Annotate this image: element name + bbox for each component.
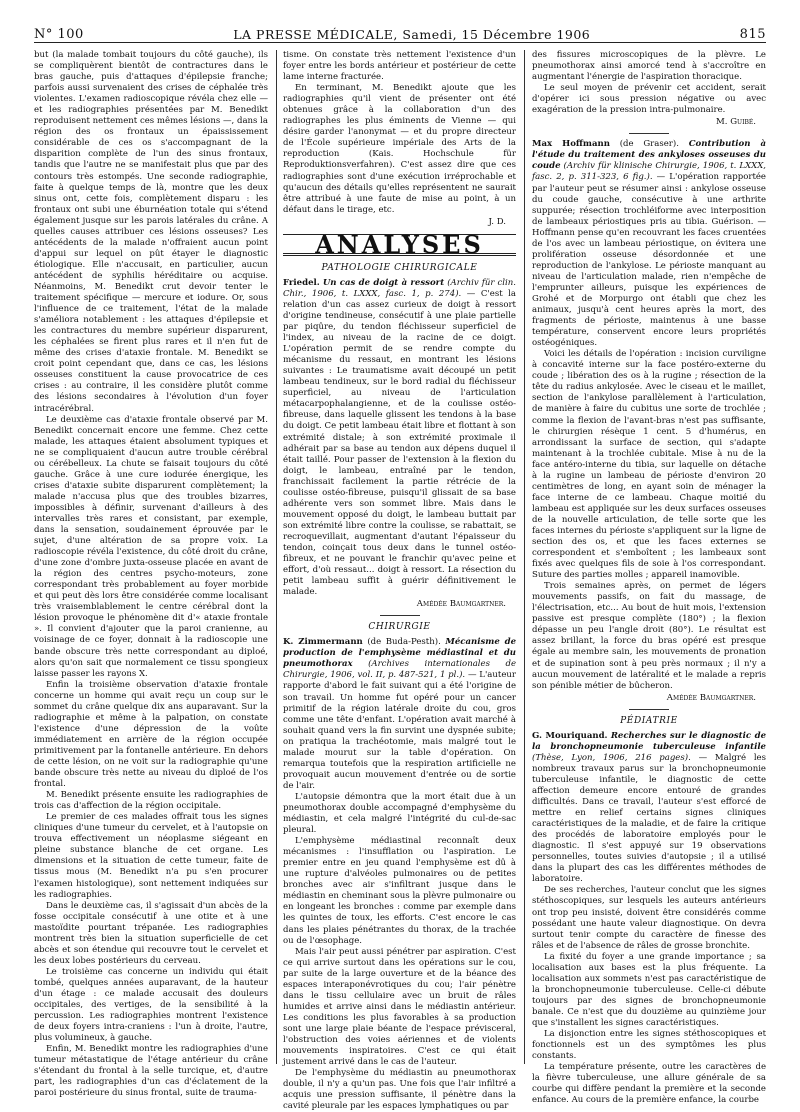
paragraph: M. Benedikt présente ensuite les radiographies de trois cas d'affection de la région occipitale. [34, 790, 268, 812]
article-body [532, 139, 766, 349]
paragraph: Enfin, M. Benedikt montre les radiographies d'une tumeur métastatique de l'étage antérieur du crâne s'étendant du frontal à la selle turcique, et, d'autre part, les radiographies d'un cas d'éclatement de la paroi postérieure du sinus frontal, suite de trauma- [34, 1044, 268, 1099]
paragraph: L'emphysème médiastinal reconnaît deux mécanismes : l'insufflation ou l'aspiration. Le premier entre en jeu quand l'emphysème est dû à une rupture d'alvéoles pulmonaires ou de petites bronches avec air s'infiltrant jusque dans le médiastin en cheminant sous la plèvre pulmonaire ou en longeant les bronches : comme par exemple dans les quintes de toux, les efforts. C'est encore le cas dans les plaies pénétrantes du thorax, de la trachée ou de l'œsophage. [283, 836, 516, 946]
paragraph: La température présente, outre les caractères de la fièvre tuberculeuse, une allure générale de sa courbe qui diffère pendant la première et la seconde enfance. Au cours de la première enfance, la courbe [532, 1062, 766, 1106]
paragraph: De ses recherches, l'auteur conclut que les signes stéthoscopiques, sur lesquels les auteurs antérieurs ont trop peu insisté, doivent être considérés comme possédant une haute valeur diagnostique. On devra surtout tenir compte du caractère de finesse des râles et de l'absence de râles de grosse bronchite. [532, 885, 766, 951]
paragraph: L'autopsie démontra que la mort était due à un pneumothorax double accompagné d'emphysème du médiastin, et cela malgré l'intégrité du cul-de-sac pleural. [283, 791, 516, 836]
column-right [532, 50, 767, 1106]
paragraph: Le deuxième cas d'ataxie frontale observé par M. Benedikt concernait encore une femme. Chez cette malade, les attaques étaient absolument typiques et ne se compliquaient d'aucun autre trouble cérébral ou cérébelleux. La chute se faisait toujours du côté gauche. Grâce à une cure iodurée énergique, les crises d'ataxie subite disparurent complètement; la malade n'accusa plus que des troubles bizarres, impossibles à définir, survenant d'ailleurs à des intervalles très rares et consistant, par exemple, dans la sensation, soudainement éprouvée par le sujet, d'une altération de sa propre voix. La radioscopie révéla l'existence, du côté droit du crâne, d'une zone d'ombre juxta-osseuse placée en avant de la région des centres psycho-moteurs, zone correspondant très probablement au foyer morbide et qui peut dès lors être considérée comme localisant très vraisemblablement le centre cérébral dont la lésion provoque le phénomène dit d'« ataxie frontale ». Il convient d'ajouter que la paroi cranienne, au voisinage de ce foyer, donnait à la radioscopie une bande obscure très nette correspondant au diploé, alors qu'on sait que normalement ce tissu spongieux laisse passer les rayons X. [34, 414, 268, 679]
column-left [34, 50, 268, 1099]
column-rule [524, 50, 525, 1064]
journal-title: LA PRESSE MÉDICALE, Samedi, 15 Décembre 1906 [233, 27, 591, 42]
article-author: Friedel. [283, 277, 320, 288]
article-text: — L'opération rapportée par l'auteur peut se résumer ainsi : ankylose osseuse du coude gauche, consécutive à une arthrite suppurée; résection trochléiforme avec interposition de lambeaux périostiques pris au tibia. Guérison. — Hoffmann pense qu'en recouvrant les faces cruentées de l'os avec un lambeau périostique, on évitera une prolifération osseuse désordonnée et une reproduction de l'ankylose. Le périoste manquant au niveau de l'articulation malade, rien n'empêche de l'emprunter ailleurs, puisque les expériences de Grohé et de Morpurgo ont établi que chez les animaux, jusqu'à cent heures après la mort, des fragments de périoste, maintenus à une basse température, conservent encore leurs propriétés ostéogéniques. [532, 172, 766, 349]
paragraph: La fixité du foyer a une grande importance ; sa localisation aux bases est la plus fréquente. La localisation aux sommets n'est pas caractéristique de la bronchopneumonie tuberculeuse. Celle-ci débute toujours par des signes de bronchopneumonie banale. Ce n'est que du douzième au quinzième jour que s'installent les signes caractéristiques. [532, 951, 766, 1028]
article-title: Un cas de doigt à ressort [322, 277, 445, 288]
article-zimmermann [283, 637, 516, 1112]
paragraph: Le troisième cas concerne un individu qui était tombé, quelques années auparavant, de la hauteur d'un étage : ce malade accusait des douleurs occipitales, des vertiges, de la sensibilité à la percussion. Les radiographies montrent l'existence de deux foyers intra-craniens : l'un à droite, l'autre, plus volumineux, à gauche. [34, 966, 268, 1044]
paragraph: Voici les détails de l'opération : incision curviligne à concavité interne sur la face postéro-externe du coude ; libération des os à la rugine ; résection de la tête du radius ankylosée. Avec le ciseau et le maillet, section de l'ankylose parallèlement à l'articulation, de manière à faire du cubitus une sorte de trochlée ; comme la flexion de l'avant-bras n'est pas suffisante, le chirurgien résèque 1 cent. 5 d'humérus, en arrondissant la surface de section, qui s'adapte maintenant à la trochlée cubitale. Mise à nu de la face antéro-interne du tibia, sur laquelle on détache à la rugine un lambeau de périoste d'environ 20 centimètres de long, en ayant soin de ménager la face interne de ce lambeau. Chaque moitié du lambeau est appliquée sur les deux surfaces osseuses de la nouvelle articulation, de telle sorte que les faces internes du périoste s'appliquent sur la ligne de section des os, et que les faces externes se correspondent et s'emboîtent ; les lambeaux sont fixés avec quelques fils de soie à l'os correspondant. Suture des parties molles ; appareil inamovible. [532, 349, 766, 581]
article-author: G. Mouriquand. [532, 730, 608, 741]
article-friedel [283, 278, 516, 610]
paragraph: but (la malade tombait toujours du côté gauche), ils se compliquèrent bientôt de contractures dans le bras gauche, puis d'attaques d'épilepsie franche; parfois aussi survenaient des crises de céphalée très violentes. L'examen radioscopique révéla chez elle — et les radiographies présentées par M. Benedikt reproduisent nettement ces mêmes lésions —, dans la région des os frontaux un épaississement considérable de ces os s'accompagnant de la disparition complète de l'un des sinus frontaux, tandis que l'autre ne se manifestait plus que par des contours très estompés. Une seconde radiographie, faite à quelque temps de là, montre que les deux sinus ont, cette fois, complètement disparu : les frontaux ont subi une éburnéation totale qui s'étend également jusque sur les parois latérales du crâne. A quelles causes attribuer ces lésions osseuses? Les antécédents de la malade n'offraient aucun point d'appui sur lequel on pût étayer le diagnostic étiologique. Elle n'accusait, en particulier, aucun antécédent de syphilis héréditaire ou acquise. Néanmoins, M. Benedikt crut devoir tenter le traitement spécifique — mercure et iodure. Or, sous l'influence de ce traitement, l'état de la malade s'améliora notablement : les attaques d'épilepsie et les contractures du membre supérieur disparurent, les céphalées se firent plus rares et il n'en fut de même des crises d'ataxie frontale. M. Benedikt se croit point cependant que, dans ce cas, les lésions osseuses constituent la cause provocatrice de ces crises : au contraire, il les considère plutôt comme des lésions secondaires à l'évolution d'un foyer intracérébral. [34, 50, 268, 414]
article-body [532, 731, 766, 886]
article-divider [629, 133, 669, 134]
paragraph: tisme. On constate très nettement l'existence d'un foyer entre les bords antérieur et postérieur de cette lame interne fracturée. [283, 50, 516, 83]
paragraph: Dans le deuxième cas, il s'agissait d'un abcès de la fosse occipitale consécutif à une otite et à une mastoïdite pourtant trépanée. Les radiographies montrent très bien la situation superficielle de cet abcès et son étendue qui recouvre tout le cervelet et les deux lobes postérieurs du cerveau. [34, 900, 268, 966]
article-author-suffix: (de Graser). [619, 139, 679, 150]
article-mouriquand [532, 731, 766, 1107]
paragraph: En terminant, M. Benedikt ajoute que les radiographies qu'il vient de présenter ont été obtenues grâce à la collaboration d'un des radiographes les plus éminents de Vienne — qui désire garder l'anonymat — et du propre directeur de l'École supérieure impériale des Arts de la reproduction (Kais. Hochschule für Reproduktionsverfahren). C'est assez dire que ces radiographies sont d'une exécution irréprochable et qu'aucun des détails qu'elles représentent ne saurait être attribué à une faute de mise au point, à un défaut dans le tirage, etc. [283, 83, 516, 215]
article-author-suffix: (de Buda-Pesth). [367, 637, 441, 648]
section-title: ANALYSES [315, 229, 484, 259]
article-author: K. Zimmermann [283, 637, 363, 648]
page-header [34, 22, 766, 43]
article-hoffmann [532, 139, 766, 703]
paragraph: Mais l'air peut aussi pénétrer par aspiration. C'est ce qui arrive surtout dans les opérations sur le cou, par suite de la large ouverture et de la béance des espaces interaponévrotiques du cou; l'air pénètre dans le tissu cellulaire avec un bruit de râles humides et arrive ainsi dans le médiastin antérieur. Les conditions les plus favorables à sa production sont une large plaie béante de l'espace prévisceral, l'obstruction des voies aériennes et de violents mouvements inspiratoires. C'est ce qui était justement arrivé dans le cas de l'auteur. [283, 946, 516, 1068]
page-folio: 815 [739, 27, 766, 42]
paragraph: des fissures microscopiques de la plèvre. Le pneumothorax ainsi amorcé tend à s'accroître en augmentant l'énergie de l'aspiration thoracique. [532, 50, 766, 83]
paragraph: De l'emphysème du médiastin au pneumothorax double, il n'y a qu'un pas. Une fois que l'air infiltré a acquis une pression suffisante, il pénètre dans la cavité pleurale par les espaces lymphatiques ou par [283, 1068, 516, 1112]
article-divider [380, 615, 420, 616]
signature: J. D. [488, 216, 506, 227]
article-reference: (Archiv für clin. Chir., 1906, t. LXXX, fasc. 1, p. 274). [283, 277, 516, 299]
article-title: Recherches sur le diagnostic de la bronchopneumonie tuberculeuse infantile [532, 730, 767, 752]
article-body [283, 637, 516, 792]
article-reference: (Archiv für klinische Chirurgie, 1906, t. LXXX, fasc. 2, p. 311-323, 6 fig.). [532, 161, 766, 183]
article-body [283, 278, 516, 598]
article-reference: (Archives internationales de Chirurgie, 1906, vol. II, p. 487-521, 1 pl.). [283, 659, 516, 681]
signature: M. Guibé. [716, 117, 756, 128]
article-divider [629, 709, 669, 710]
column-middle [283, 50, 517, 1112]
paragraph: Le premier de ces malades offrait tous les signes cliniques d'une tumeur du cervelet, et à l'autopsie on trouva effectivement un néoplasme siégeant en pleine substance blanche de cet organe. Les dimensions et la situation de cette tumeur, faite de tissus mous (M. Benedikt n'a pu s'en procurer l'examen histologique), sont nettement indiquées sur les radiographies. [34, 812, 268, 900]
rubric-heading: PATHOLOGIE CHIRURGICALE [321, 262, 478, 273]
article-title: Contribution à l'étude du traitement des ankyloses osseuses du coude [532, 139, 767, 172]
paragraph: Enfin la troisième observation d'ataxie frontale concerne un homme qui avait reçu un coup sur le sommet du crâne quelque dix ans auparavant. Sur la radiographie et même à la palpation, on constate l'existence d'une dépression de la voûte immédiatement en arrière de la région occupée primitivement par la fontanelle antérieure. En dehors de cette lésion, on ne voit sur la radiographie qu'une bande obscure très nette au niveau du diploé de l'os frontal. [34, 679, 268, 790]
article-text: — Malgré les nombreux travaux parus sur la bronchopneumonie tuberculeuse infantile, le diagnostic de cette affection demeure encore entouré de grandes difficultés. Dans ce travail, l'auteur s'est efforcé de mettre en relief certains signes cliniques caractéristiques de la maladie, et de faire la critique des procédés de laboratoire employés pour le diagnostic. Il s'est appuyé sur 19 observations personnelles, toutes suivies d'autopsie ; il a utilisé dans la plupart des cas les différentes méthodes de laboratoire. [532, 752, 767, 885]
article-text: — C'est la relation d'un cas assez curieux de doigt à ressort d'origine tendineuse, consécutif à une plaie partielle par piqûre, du tendon fléchisseur superficiel de l'index, au niveau de la racine de ce doigt. L'opération permit de se rendre compte du mécanisme du ressaut, en montrant les lésions suivantes : Le traumatisme avait découpé un petit lambeau tendineux, sur le bord radial du fléchisseur superficiel, au niveau de l'articulation métacarpophalangienne, et de la coulisse ostéo-fibreuse, dans laquelle glissent les tendons à la base du doigt. Ce petit lambeau était libre et flottant à son extrémité distale; à son extrémité proximale il adhérait par sa base au tendon aux dépens duquel il était taillé. Pour passer de l'extension à la flexion du doigt, le lambeau, entraîné par le tendon, franchissait facilement la partie rétrécie de la coulisse ostéo-fibreuse, puisqu'il glissait de sa base adhérente vers son sommet libre. Mais dans le mouvement opposé du doigt, le lambeau buttait par son extrémité libre contre la coulisse, se rabattait, se recroquevillait, augmentant d'autant l'épaisseur du tendon, coinçait tous deux dans le tunnel ostéo-fibreux, et ne pouvant le franchir qu'avec peine et effort, d'où ressaut... doigt à ressort. La résection du petit lambeau suffit à guérir définitivement le malade. [283, 288, 517, 598]
article-text: — L'auteur rapporte d'abord le fait suivant qui a été l'origine de son travail. Un homme fut opéré pour un cancer primitif de la région latérale droite du cou, gros comme une tête d'enfant. L'opération avait marché à souhait quand vers la fin survint une dyspnée subite; on pratiqua la trachéotomie, mais malgré tout le malade mourut sur la table d'opération. On remarqua toutefois que la respiration artificielle ne provoquait aucun mouvement d'entrée ou de sortie de l'air. [283, 670, 516, 791]
signature: Amédée Baumgartner. [666, 692, 756, 703]
issue-number: N° 100 [34, 27, 84, 42]
paragraph: Le seul moyen de prévenir cet accident, serait d'opérer ici sous pression négative ou avec exagération de la pression intra-pulmonaire. [532, 83, 766, 116]
rubric-heading: PÉDIATRIE [620, 715, 678, 726]
signature: Amédée Baumgartner. [416, 599, 506, 610]
article-title: Mécanisme de production de l'emphysème médiastinal et du pneumothorax [283, 637, 517, 670]
paragraph: La disjonction entre les signes stéthoscopiques et fonctionnels est un des symptômes les plus constants. [532, 1029, 766, 1062]
article-reference: (Thèse, Lyon, 1906, 216 pages). [532, 752, 691, 763]
column-rule [276, 50, 277, 1064]
paragraph: Trois semaines après, on permet de légers mouvements passifs, on fait du massage, de l'électrisation, etc... Au bout de huit mois, l'extension passive est presque complète (180°) ; la flexion dépasse un peu l'angle droit (80°). Le résultat est assez brillant, la force du bras opéré est presque égale au membre sain, les mouvements de pronation et de supination sont à peu près normaux ; il n'y a aucun mouvement de latéralité et le malade a repris son pénible métier de bûcheron. [532, 581, 766, 691]
article-author: Max Hoffmann [532, 139, 610, 150]
rubric-heading: CHIRURGIE [368, 622, 431, 633]
